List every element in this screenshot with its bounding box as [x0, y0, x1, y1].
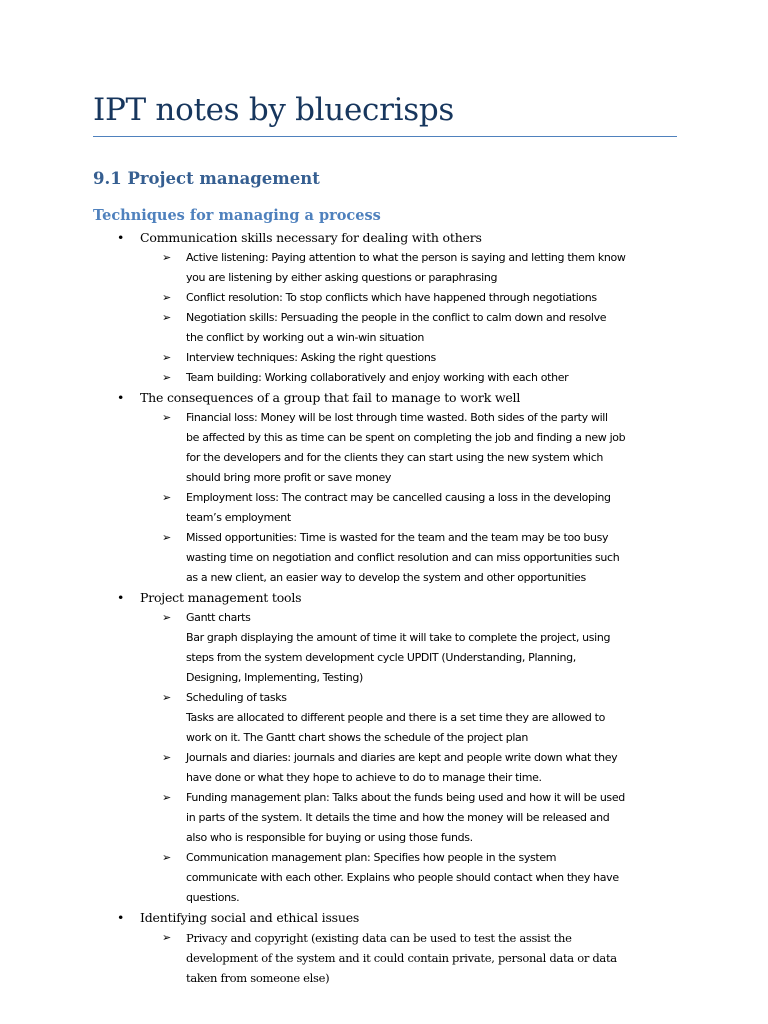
- list-subitem-line: in parts of the system. It details the time and how the money will be released and: [186, 811, 610, 824]
- subsection-heading: Techniques for managing a process: [93, 207, 381, 224]
- list-subitem-line: as a new client, an easier way to develop the system and other opportunities: [186, 571, 586, 584]
- arrow-bullet-icon: ➢: [162, 791, 172, 804]
- list-subitem-line: Journals and diaries: journals and diaries are kept and people write down what they: [186, 751, 618, 764]
- list-subitem-line: Scheduling of tasks: [186, 691, 287, 704]
- list-subitem-line: development of the system and it could contain private, personal data or data: [186, 951, 617, 965]
- list-subitem-line: Missed opportunities: Time is wasted for the team and the team may be too busy: [186, 531, 609, 544]
- arrow-bullet-icon: ➢: [162, 411, 172, 424]
- list-subitem-line: Employment loss: The contract may be cancelled causing a loss in the developing: [186, 491, 611, 504]
- list-subitem-line: Conflict resolution: To stop conflicts which have happened through negotiations: [186, 291, 597, 304]
- list-item-heading: Communication skills necessary for dealing with others: [140, 230, 482, 245]
- list-subitem-line: taken from someone else): [186, 971, 330, 985]
- arrow-bullet-icon: ➢: [162, 751, 172, 764]
- list-subitem-line: Tasks are allocated to different people and there is a set time they are allowed to: [186, 711, 606, 724]
- list-subitem-line: Active listening: Paying attention to what the person is saying and letting them know: [186, 251, 626, 264]
- arrow-bullet-icon: ➢: [162, 851, 172, 864]
- section-heading: 9.1 Project management: [93, 169, 320, 188]
- list-subitem-line: Communication management plan: Specifies how people in the system: [186, 851, 557, 864]
- list-subitem-line: should bring more profit or save money: [186, 471, 392, 484]
- list-subitem-line: wasting time on negotiation and conflict resolution and can miss opportunities such: [186, 551, 620, 564]
- list-subitem-line: steps from the system development cycle UPDIT (Understanding, Planning,: [186, 651, 576, 664]
- list-item-heading: Project management tools: [140, 590, 302, 605]
- arrow-bullet-icon: ➢: [162, 371, 172, 384]
- document-title: IPT notes by bluecrisps: [93, 92, 454, 128]
- arrow-bullet-icon: ➢: [162, 251, 172, 264]
- arrow-bullet-icon: ➢: [162, 291, 172, 304]
- title-divider: [93, 136, 677, 137]
- list-subitem-line: also who is responsible for buying or using those funds.: [186, 831, 473, 844]
- list-subitem-line: have done or what they hope to achieve to do to manage their time.: [186, 771, 542, 784]
- list-subitem-line: communicate with each other. Explains who people should contact when they have: [186, 871, 619, 884]
- list-subitem-line: work on it. The Gantt chart shows the schedule of the project plan: [186, 731, 529, 744]
- arrow-bullet-icon: ➢: [162, 311, 172, 324]
- list-subitem-line: you are listening by either asking questions or paraphrasing: [186, 271, 498, 284]
- arrow-bullet-icon: ➢: [162, 531, 172, 544]
- arrow-bullet-icon: ➢: [162, 611, 172, 624]
- list-subitem-line: Interview techniques: Asking the right questions: [186, 351, 436, 364]
- arrow-bullet-icon: ➢: [162, 351, 172, 364]
- list-subitem-line: Bar graph displaying the amount of time it will take to complete the project, using: [186, 631, 611, 644]
- list-subitem-line: Negotiation skills: Persuading the people in the conflict to calm down and resolve: [186, 311, 607, 324]
- arrow-bullet-icon: ➢: [162, 691, 172, 704]
- list-subitem-line: for the developers and for the clients they can start using the new system which: [186, 451, 604, 464]
- list-subitem-line: be affected by this as time can be spent on completing the job and finding a new job: [186, 431, 626, 444]
- list-subitem-line: Funding management plan: Talks about the funds being used and how it will be used: [186, 791, 625, 804]
- list-subitem-line: Financial loss: Money will be lost through time wasted. Both sides of the party will: [186, 411, 608, 424]
- list-subitem-line: Privacy and copyright (existing data can be used to test the assist the: [186, 931, 572, 945]
- bullet-icon: •: [117, 590, 125, 605]
- arrow-bullet-icon: ➢: [162, 491, 172, 504]
- list-subitem-line: Designing, Implementing, Testing): [186, 671, 363, 684]
- list-subitem-line: questions.: [186, 891, 240, 904]
- list-subitem-line: Team building: Working collaboratively and enjoy working with each other: [186, 371, 569, 384]
- list-item-heading: The consequences of a group that fail to manage to work well: [140, 390, 521, 405]
- bullet-icon: •: [117, 390, 125, 405]
- list-item-heading: Identifying social and ethical issues: [140, 910, 360, 925]
- bullet-icon: •: [117, 910, 125, 925]
- list-subitem-line: team’s employment: [186, 511, 291, 524]
- bullet-icon: •: [117, 230, 125, 245]
- arrow-bullet-icon: ➢: [162, 931, 172, 944]
- list-subitem-line: the conflict by working out a win-win situation: [186, 331, 424, 344]
- list-subitem-line: Gantt charts: [186, 611, 251, 624]
